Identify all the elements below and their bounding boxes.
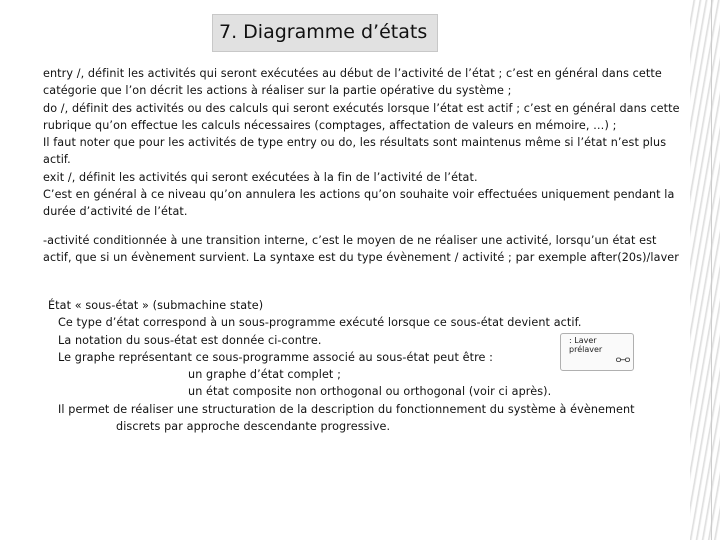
text-line: La notation du sous-état est donnée ci-contre. <box>58 333 322 347</box>
text-line: Il permet de réaliser une structuration de la description du fonctionnement du système à évènement <box>58 402 635 416</box>
text-line: catégorie que l’on décrit les actions à réaliser sur la partie opérative du système ; <box>43 84 512 98</box>
conditional-activity-paragraph <box>43 232 679 267</box>
text-line: rubrique qu’on effectue les calculs nécessaires (comptages, affectation de valeurs en mémoire, …) ; <box>43 118 617 132</box>
slide-title-box <box>212 14 438 52</box>
text-line: durée d’activité de l’état. <box>43 205 188 219</box>
text-line: actif. <box>43 153 71 167</box>
substate-label-line: prélaver <box>569 345 603 354</box>
text-line: un graphe d’état complet ; <box>188 368 341 382</box>
slide-title: 7. Diagramme d’états <box>219 21 428 43</box>
text-line: actif, que si un évènement survient. La syntaxe est du type évènement / activité ; par exemple after(20s)/laver <box>43 251 679 265</box>
text-line: -activité conditionnée à une transition interne, c’est le moyen de ne réaliser une activité, lorsqu’un état est <box>43 234 657 247</box>
section-heading: État « sous-état » (submachine state) <box>48 299 264 312</box>
decorative-stripes <box>690 0 720 540</box>
text-line: Ce type d’état correspond à un sous-programme exécuté lorsque ce sous-état devient actif. <box>58 316 582 330</box>
entry-do-exit-paragraph <box>43 65 680 221</box>
text-line: Le graphe représentant ce sous-programme associé au sous-état peut être : <box>58 350 494 364</box>
text-line: do /, définit des activités ou des calculs qui seront exécutés lorsque l’état est actif ; c’est en général dans cette <box>43 101 680 115</box>
substate-notation-icon <box>560 333 634 371</box>
substate-label-line: : Laver <box>569 336 597 345</box>
substate-label <box>569 336 602 354</box>
text-line: exit /, définit les activités qui seront exécutées à la fin de l’activité de l’état. <box>43 170 478 184</box>
text-line: C’est en général à ce niveau qu’on annulera les actions qu’on souhaite voir effectuées uniquement pendant la <box>43 188 675 202</box>
composite-state-icon <box>616 356 630 364</box>
text-line: discrets par approche descendante progressive. <box>116 420 391 434</box>
text-line: un état composite non orthogonal ou orthogonal (voir ci après). <box>188 385 552 399</box>
text-line: Il faut noter que pour les activités de type entry ou do, les résultats sont maintenus même si l’état n’est plus <box>43 136 667 150</box>
submachine-state-section <box>48 297 635 435</box>
text-line: entry /, définit les activités qui seront exécutées au début de l’activité de l’état ; c’est en général dans cette <box>43 67 662 80</box>
